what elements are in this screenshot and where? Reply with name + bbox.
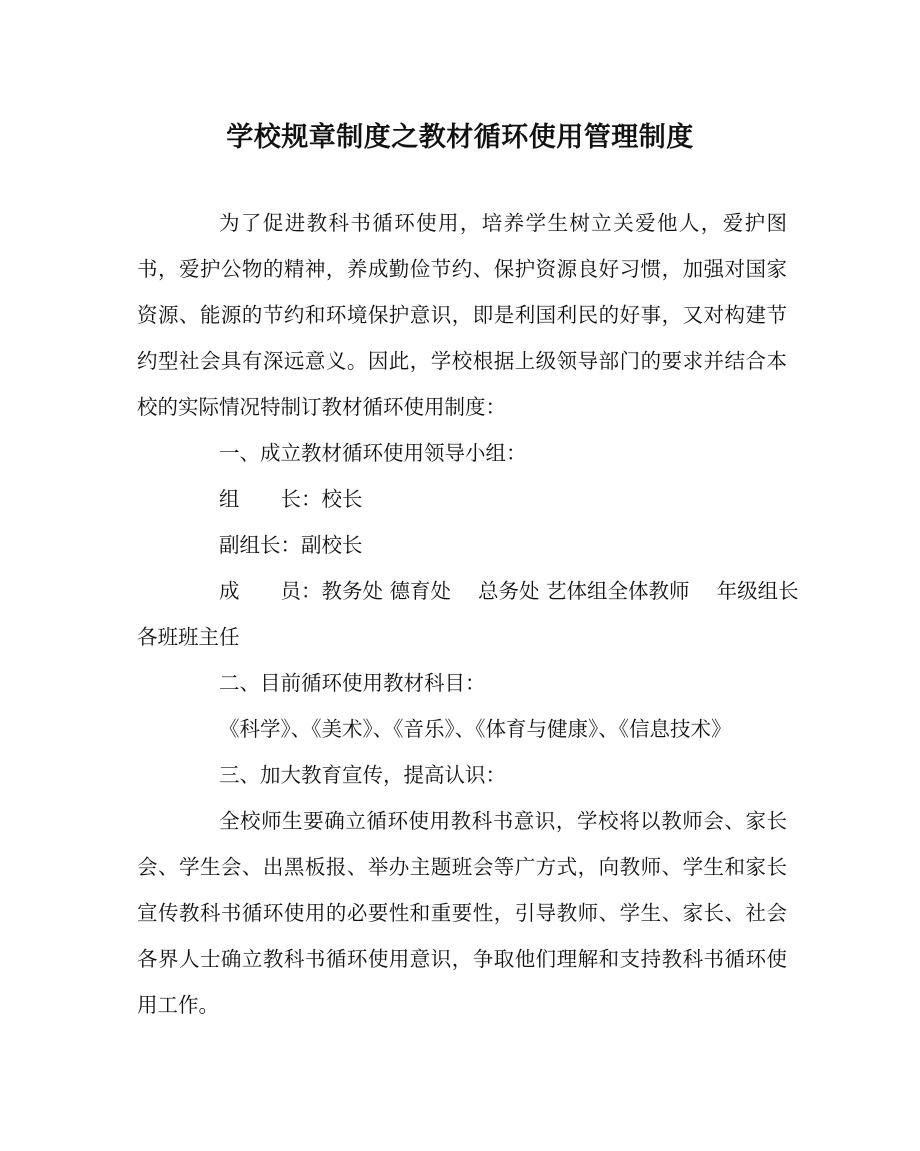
members-paragraph bbox=[137, 568, 799, 660]
intro-paragraph: 为了促进教科书循环使用，培养学生树立关爱他人，爱护图书，爱护公物的精神，养成勤俭节约、保护资源良好习惯，加强对国家资源、能源的节约和环境保护意识，即是利国利民的好事，又对构建节约型社会具有深远意义。因此，学校根据上级领导部门的要求并结合本校的实际情况特制订教材循环使用制度： bbox=[137, 211, 787, 419]
section-2-heading: 二、目前循环使用教材科目： bbox=[219, 671, 486, 695]
leader-line: 组 长：校长 bbox=[219, 487, 363, 511]
deputy-leader-line: 副组长：副校长 bbox=[219, 533, 363, 557]
subjects-line: 《科学》、《美术》、《音乐》、《体育与健康》、《信息技术》 bbox=[219, 717, 732, 741]
document-body bbox=[137, 200, 799, 1028]
section-1-heading: 一、成立教材循环使用领导小组： bbox=[219, 441, 527, 465]
members-line-2: 各班班主任 bbox=[137, 625, 240, 649]
section-3-paragraph: 全校师生要确立循环使用教科书意识，学校将以教师会、家长会、学生会、出黑板报、举办主题班会等广方式，向教师、学生和家长宣传教科书循环使用的必要性和重要性，引导教师、学生、家长、社会各界人士确立教科书循环使用意识，争取他们理解和支持教科书循环使用工作。 bbox=[137, 809, 787, 1017]
section-3-heading: 三、加大教育宣传，提高认识： bbox=[219, 763, 506, 787]
members-line-1: 成 员：教务处 德育处 总务处 艺体组全体教师 年级组长 bbox=[219, 579, 799, 603]
document-title: 学校规章制度之教材循环使用管理制度 bbox=[226, 122, 694, 153]
